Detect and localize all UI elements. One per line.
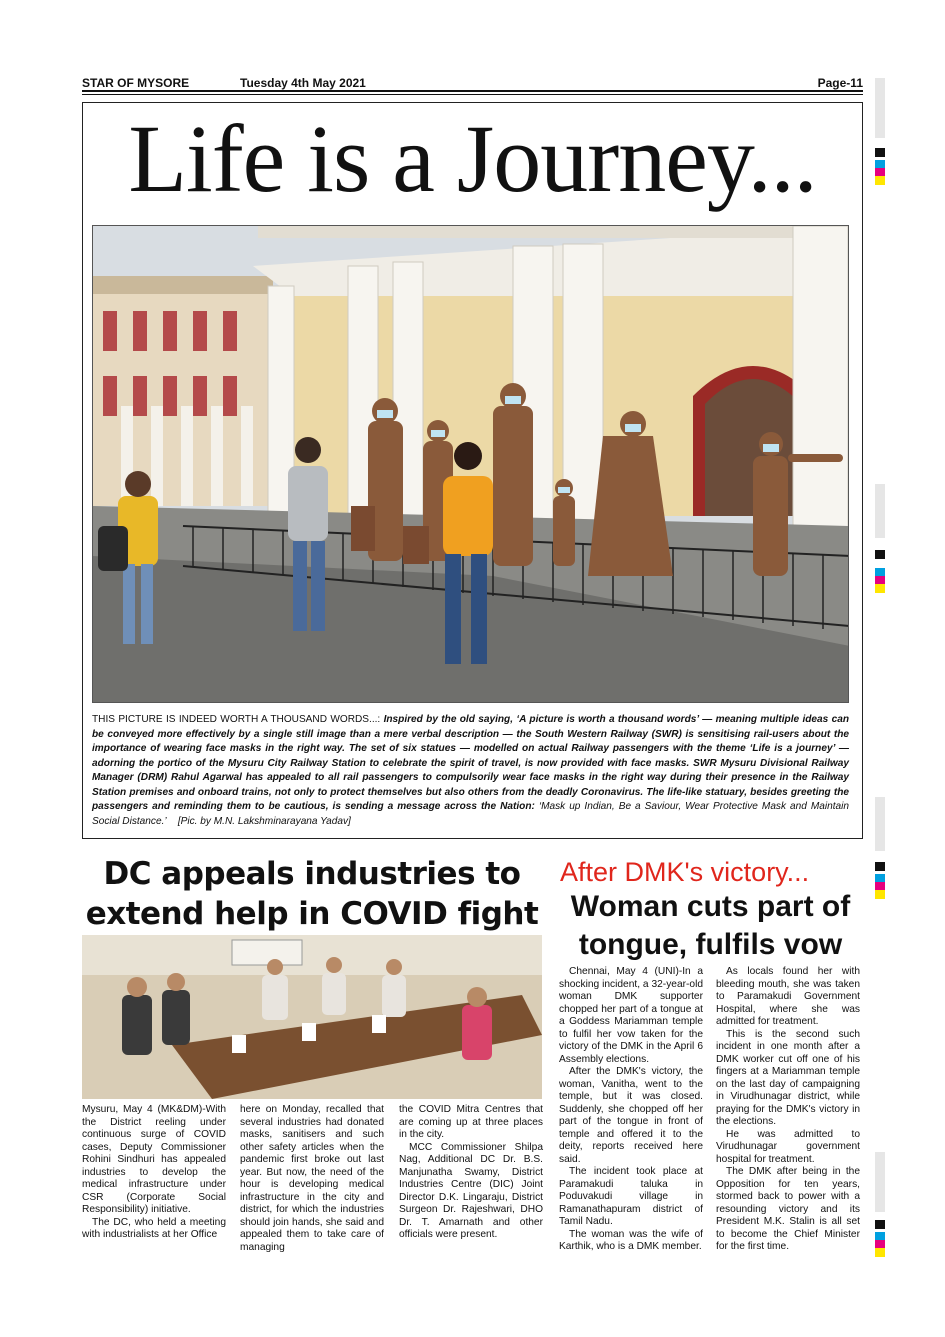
reg-yellow-4 — [875, 1248, 885, 1257]
dc-col3-para2: MCC Commissioner Shilpa Nag, Additional DC Dr. B.S. Manjunatha Swamy, District Industries Centre (DIC) Joint Director D.K. Lingaraju, District Surgeon Dr. Rajeshwari, DHO Dr. T. Amarnath and other officials were present. — [399, 1141, 543, 1240]
photo-caption — [92, 713, 849, 829]
dc-column-3 — [399, 1104, 543, 1242]
reg-grey-1 — [875, 78, 885, 138]
reg-grey-2 — [875, 484, 885, 538]
dc-col1-para1: Mysuru, May 4 (MK&DM)-With the District reeling under continuous surge of COVID cases, Deputy Commissioner Rohini Sindhuri has appealed industries to develop the medical infrastructure under CSR (Corporate Social Responsibility) initiative. — [82, 1104, 226, 1215]
dmk-headline-line2: tongue, fulfils vow — [578, 928, 843, 961]
caption-body: Inspired by the old saying, ‘A picture is worth a thousand words’ — meaning multiple ideas can be conveyed more effectively by a single still image than a mere verbal description — the South Western Railway (SWR) is sensitising rail-users about the importance of wearing face masks in the right way. The set of six statues — modelled on actual Railway passengers with the theme ‘Life is a journey’ — adorning the portico of the Mysuru City Railway Station to celebrate the spirit of travel, is now provided with face masks. SWR Mysuru Divisional Railway Manager (DRM) Rahul Agarwal has appealed to all rail passengers to compulsorily wear face masks in the right way during their presence in the Railway Station premises and onboard trains, not only to protect themselves but also others from the deadly Coronavirus. The life-like statuary, besides greeting the passengers and reminding them to be cautious, is sending a message across the Nation: — [92, 714, 849, 812]
reg-black-2 — [875, 550, 885, 559]
dc-headline-line1: DC appeals industries to — [103, 856, 521, 892]
feature-headline: Life is a Journey... — [128, 105, 817, 212]
reg-yellow-1 — [875, 176, 885, 185]
page-header — [82, 76, 863, 90]
dmk-col2-para4: The DMK after being in the Opposition for ten years, stormed back to power with a resounding victory and its President M.K. Stalin is all set to become the Chief Minister for the first time. — [716, 1166, 860, 1252]
reg-grey-4 — [875, 1152, 885, 1212]
header-rule-thin — [82, 94, 863, 95]
dc-col1-para2: The DC, who held a meeting with industrialists at her Office — [82, 1216, 226, 1240]
dc-story-headline — [82, 854, 542, 934]
dmk-col1-para4: The woman was the wife of Karthik, who is a DMK member. — [559, 1228, 703, 1252]
reg-yellow-3 — [875, 890, 885, 899]
reg-black-3 — [875, 862, 885, 871]
page-number: Page-11 — [817, 76, 863, 90]
station-statues-illustration — [93, 226, 849, 703]
dmk-column-1 — [559, 966, 703, 1254]
reg-yellow-2 — [875, 584, 885, 593]
reg-black-1 — [875, 148, 885, 157]
reg-grey-3 — [875, 797, 885, 851]
dc-col3-para1: the COVID Mitra Centres that are coming up at three places in the city. — [399, 1104, 543, 1140]
caption-quote: ‘Mask up Indian, Be a Saviour, Wear Protective Mask and Maintain Social Distance.’ — [92, 801, 849, 827]
photo-credit: [Pic. by M.N. Lakshminarayana Yadav] — [177, 815, 351, 827]
dmk-story-headline — [553, 888, 868, 964]
dmk-col1-para1: Chennai, May 4 (UNI)-In a shocking incident, a 32-year-old woman DMK supporter chopped her part of a tongue at a Goddess Mariamman temple to fulfil her vow taken for the victory of the DMK in the April 6 Assembly elections. — [559, 966, 703, 1065]
dmk-col2-para1: As locals found her with bleeding mouth, she was taken to Paramakudi Government Hospital, where she was admitted for treatment. — [716, 966, 860, 1027]
dmk-col2-para2: This is the second such incident in one month after a DMK worker cut off one of his fingers at a Mariamman temple on the last day of campaigning in Virudhunagar district, while praying for the DMK's victory in the elections. — [716, 1028, 860, 1127]
dc-col2-para1: here on Monday, recalled that several industries had donated masks, sanitisers and such other safety articles when the pandemic first broke out last year. But now, the need of the hour is developing medical infrastructure in the city and district, for which the industries should join hands, she said and appealed them to take care of managing — [240, 1104, 384, 1253]
dmk-kicker: After DMK's victory... — [560, 857, 810, 887]
dmk-headline-line1: Woman cuts part of — [570, 890, 851, 923]
dc-column-1 — [82, 1104, 226, 1242]
dmk-column-2 — [716, 966, 860, 1254]
dmk-col2-para3: He was admitted to Virudhunagar government hospital for treatment. — [716, 1128, 860, 1165]
caption-lead: THIS PICTURE IS INDEED WORTH A THOUSAND WORDS...: — [92, 714, 384, 725]
dc-meeting-photo — [82, 935, 542, 1099]
publication-name: STAR OF MYSORE — [82, 76, 190, 90]
dc-headline-line2: extend help in COVID fight — [85, 896, 539, 932]
issue-date: Tuesday 4th May 2021 — [240, 76, 366, 90]
reg-black-4 — [875, 1220, 885, 1229]
dmk-col1-para3: The incident took place at Paramakudi taluka in Poduvakudi village in Ramanathapuram district of Tamil Nadu. — [559, 1166, 703, 1227]
header-rule — [82, 90, 863, 92]
dc-column-2 — [240, 1104, 384, 1254]
dmk-col1-para2: After the DMK's victory, the woman, Vanitha, went to the temple, but it was closed. Suddenly, she chopped off her part of the tongue in front of temple and offered it to the deity, reports received here said. — [559, 1066, 703, 1165]
railway-station-photo — [92, 225, 849, 703]
meeting-room-illustration — [82, 935, 542, 1099]
